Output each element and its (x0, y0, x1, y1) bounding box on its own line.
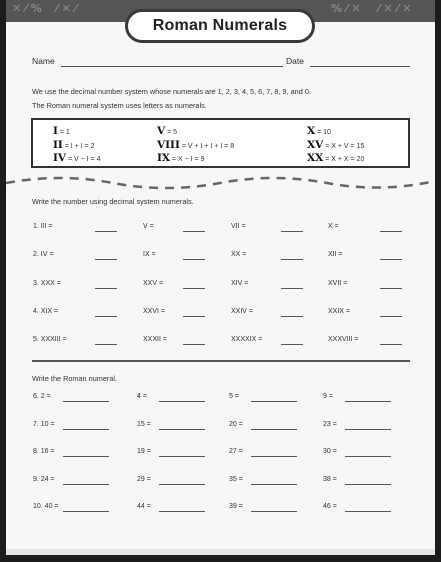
question-label: 5 = (229, 393, 239, 400)
question-label: XIV = (231, 279, 249, 287)
answer-blank[interactable] (95, 316, 117, 317)
date-field[interactable] (310, 66, 410, 67)
answer-blank[interactable] (183, 288, 205, 289)
answer-blank[interactable] (159, 456, 205, 457)
answer-blank[interactable] (251, 456, 297, 457)
legend-entry: VIII = V + I + I + I = 8 (157, 139, 235, 151)
answer-blank[interactable] (380, 316, 402, 317)
intro-line: The Roman numeral system uses letters as numerals. (32, 101, 207, 110)
question-label: 2. IV = (33, 251, 54, 259)
question-label: XXV = (143, 279, 164, 287)
answer-blank[interactable] (345, 484, 391, 485)
answer-blank[interactable] (380, 288, 402, 289)
question-label: XXIX = (328, 307, 350, 315)
question-label: 35 = (229, 475, 243, 483)
answer-blank[interactable] (345, 456, 391, 457)
answer-blank[interactable] (251, 429, 297, 430)
legend-entry: IV = V − I = 4 (53, 152, 101, 164)
answer-blank[interactable] (159, 401, 205, 402)
answer-blank[interactable] (281, 316, 303, 317)
question-label: XVII = (328, 279, 348, 287)
legend-entry: X = 10 (307, 125, 331, 137)
answer-blank[interactable] (183, 259, 205, 260)
decor-glyph: ✕ ⁄ % (12, 2, 42, 15)
answer-blank[interactable] (183, 344, 205, 345)
answer-blank[interactable] (63, 484, 109, 485)
decor-glyph: % ⁄ ✕ (331, 2, 361, 15)
footer-band (6, 549, 435, 555)
question-label: 15 = (137, 420, 151, 428)
answer-blank[interactable] (183, 231, 205, 232)
question-label: 4. XIX = (33, 307, 59, 315)
question-label: 38 = (323, 475, 337, 483)
question-label: XXXII = (143, 336, 167, 344)
answer-blank[interactable] (159, 511, 205, 512)
section-1-title: Write the number using decimal system numerals. (32, 197, 194, 206)
answer-blank[interactable] (95, 288, 117, 289)
date-label: Date (286, 56, 304, 66)
question-label: 39 = (229, 503, 243, 510)
legend-box (31, 118, 410, 168)
question-label: XXVI = (143, 307, 165, 315)
question-label: IX = (143, 251, 156, 259)
legend-entry: I = 1 (53, 125, 70, 137)
answer-blank[interactable] (345, 511, 391, 512)
answer-blank[interactable] (380, 231, 402, 232)
answer-blank[interactable] (281, 344, 303, 345)
page-title: Roman Numerals (125, 9, 315, 43)
question-label: VII = (231, 223, 246, 230)
name-label: Name (32, 56, 55, 66)
answer-blank[interactable] (251, 484, 297, 485)
answer-blank[interactable] (63, 429, 109, 430)
question-label: 3. XXX = (33, 279, 61, 287)
question-label: 8. 16 = (33, 448, 55, 455)
answer-blank[interactable] (63, 456, 109, 457)
answer-blank[interactable] (251, 401, 297, 402)
legend-entry: V = 5 (157, 125, 178, 137)
answer-blank[interactable] (281, 259, 303, 260)
question-label: XXXXIX = (231, 336, 263, 344)
legend-entry: XX = X + X = 20 (307, 152, 365, 164)
answer-blank[interactable] (95, 344, 117, 345)
answer-blank[interactable] (95, 231, 117, 232)
answer-blank[interactable] (345, 401, 391, 402)
question-label: 29 = (137, 475, 151, 483)
question-label: 23 = (323, 420, 337, 428)
legend-entry: XV = X + V = 15 (307, 139, 365, 151)
question-label: 20 = (229, 420, 243, 428)
question-label: 9. 24 = (33, 475, 55, 483)
question-label: X = (328, 223, 339, 230)
answer-blank[interactable] (183, 316, 205, 317)
question-label: 19 = (137, 448, 151, 455)
question-label: 46 = (323, 503, 337, 510)
question-label: XXIV = (231, 307, 253, 315)
answer-blank[interactable] (380, 259, 402, 260)
worksheet-page (6, 0, 435, 555)
question-label: XXXVIII = (328, 336, 359, 344)
question-label: 6. 2 = (33, 393, 51, 400)
question-label: 4 = (137, 393, 147, 400)
legend-entry: II = I + I = 2 (53, 139, 95, 151)
answer-blank[interactable] (63, 511, 109, 512)
answer-blank[interactable] (281, 288, 303, 289)
answer-blank[interactable] (281, 231, 303, 232)
answer-blank[interactable] (95, 259, 117, 260)
question-label: 7. 10 = (33, 420, 55, 428)
intro-line: We use the decimal number system whose numerals are 1, 2, 3, 4, 5, 6, 7, 8, 9, and 0. (32, 87, 311, 96)
answer-blank[interactable] (345, 429, 391, 430)
question-label: XII = (328, 251, 343, 259)
question-label: 5. XXXIII = (33, 336, 67, 344)
name-field[interactable] (61, 66, 283, 67)
question-label: V = (143, 223, 154, 230)
answer-blank[interactable] (380, 344, 402, 345)
question-label: 30 = (323, 448, 337, 455)
legend-entry: IX = X − I = 9 (157, 152, 205, 164)
question-label: 9 = (323, 393, 333, 400)
decor-glyph: ⁄ ✕ ⁄ ✕ (378, 2, 412, 15)
question-label: XX = (231, 251, 247, 259)
answer-blank[interactable] (63, 401, 109, 402)
wavy-divider (6, 173, 435, 191)
section-2-title: Write the Roman numeral. (32, 374, 118, 383)
answer-blank[interactable] (251, 511, 297, 512)
question-label: 10. 40 = (33, 503, 59, 510)
section-divider (32, 360, 410, 362)
question-label: 44 = (137, 503, 151, 510)
decor-glyph: ⁄ ✕ ⁄ (56, 2, 77, 15)
question-label: 27 = (229, 448, 243, 455)
answer-blank[interactable] (159, 484, 205, 485)
question-label: 1. III = (33, 223, 53, 230)
answer-blank[interactable] (159, 429, 205, 430)
